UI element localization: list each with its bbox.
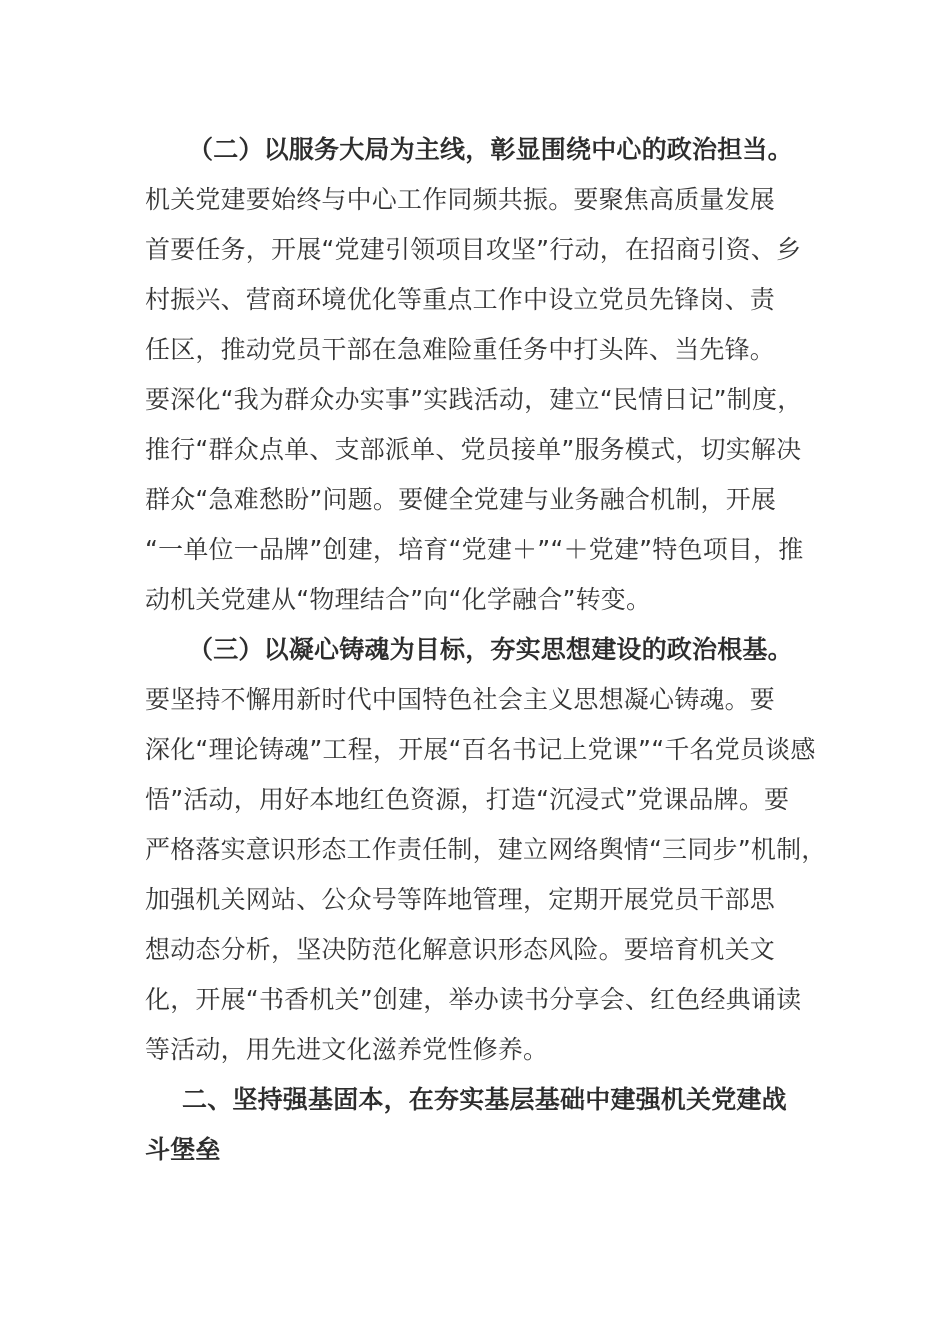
section-heading-2: （二）以服务大局为主线，彰显围绕中心的政治担当。 xyxy=(188,135,793,164)
paragraph-line: “一单位一品牌”创建，培育“党建＋”“＋党建”特色项目，推 xyxy=(145,535,804,564)
part-title-continuation: 斗堡垒 xyxy=(145,1135,221,1164)
paragraph-line: 群众“急难愁盼”问题。要健全党建与业务融合机制，开展 xyxy=(145,485,777,514)
paragraph-line: 首要任务，开展“党建引领项目攻坚”行动，在招商引资、乡 xyxy=(145,235,802,264)
paragraph-line: 想动态分析，坚决防范化解意识形态风险。要培育机关文 xyxy=(145,935,776,964)
paragraph-line: 村振兴、营商环境优化等重点工作中设立党员先锋岗、责 xyxy=(145,285,776,314)
paragraph-line: 悟”活动，用好本地红色资源，打造“沉浸式”党课品牌。要 xyxy=(145,785,790,814)
paragraph-line: 动机关党建从“物理结合”向“化学融合”转变。 xyxy=(145,585,652,614)
paragraph-line: 要坚持不懈用新时代中国特色社会主义思想凝心铸魂。要 xyxy=(145,685,776,714)
paragraph-line: 要深化“我为群众办实事”实践活动，建立“民情日记”制度， xyxy=(145,385,803,414)
paragraph-line: 任区，推动党员干部在急难险重任务中打头阵、当先锋。 xyxy=(145,335,776,364)
paragraph-line: 等活动，用先进文化滋养党性修养。 xyxy=(145,1035,549,1064)
paragraph-line: 加强机关网站、公众号等阵地管理，定期开展党员干部思 xyxy=(145,885,776,914)
part-title: 二、坚持强基固本，在夯实基层基础中建强机关党建战 xyxy=(182,1085,787,1114)
paragraph-line: 严格落实意识形态工作责任制，建立网络舆情“三同步”机制， xyxy=(145,835,827,864)
section-heading-3: （三）以凝心铸魂为目标，夯实思想建设的政治根基。 xyxy=(188,635,793,664)
paragraph-line: 机关党建要始终与中心工作同频共振。要聚焦高质量发展 xyxy=(145,185,776,214)
paragraph-line: 深化“理论铸魂”工程，开展“百名书记上党课”“千名党员谈感 xyxy=(145,735,816,764)
paragraph-line: 化，开展“书香机关”创建，举办读书分享会、红色经典诵读 xyxy=(145,985,802,1014)
paragraph-line: 推行“群众点单、支部派单、党员接单”服务模式，切实解决 xyxy=(145,435,802,464)
